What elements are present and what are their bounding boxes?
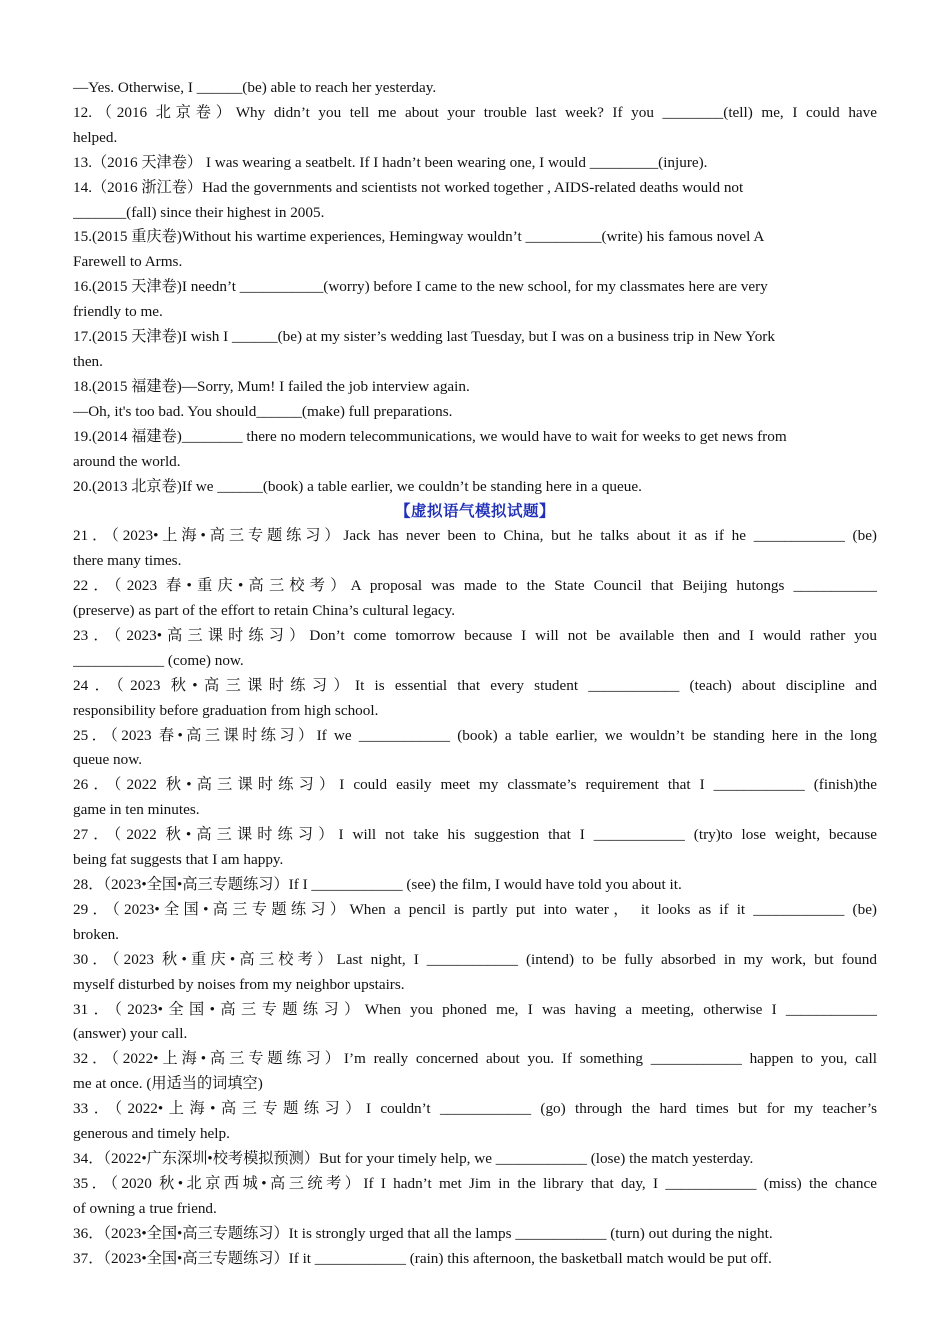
text-line: 12.（2016 北京卷）Why didn’t you tell me about your trouble last week? If you ________(tell) me, I could have [73, 103, 877, 121]
question-line: 25．（2023 春•高三课时练习）If we ____________ (book) a table earlier, we wouldn’t be standing here in the long [73, 726, 877, 744]
question-line: myself disturbed by noises from my neighbor upstairs. [73, 975, 405, 993]
text-line: 15.(2015 重庆卷)Without his wartime experiences, Hemingway wouldn’t __________(write) his famous novel A [73, 228, 765, 246]
text-line: 14.（2016 浙江卷）Had the governments and scientists not worked together , AIDS-related deaths would not [73, 178, 744, 196]
text-line: 19.(2014 福建卷)________ there no modern telecommunications, we would have to wait for weeks to get news from [73, 427, 787, 445]
text-line: —Oh, it's too bad. You should______(make) full preparations. [73, 402, 453, 420]
question-line: 23．（2023•高三课时练习）Don’t come tomorrow because I will not be available then and I would rather you [73, 626, 877, 644]
question-line: 30．（2023 秋•重庆•高三校考）Last night, I ____________ (intend) to be fully absorbed in my work, but found [73, 950, 877, 968]
question-line: 21．（2023•上海•高三专题练习）Jack has never been to China, but he talks about it as if he ____________ (be) [73, 527, 877, 545]
text-line: 16.(2015 天津卷)I needn’t ___________(worry) before I came to the new school, for my classmates here are very [73, 278, 768, 296]
question-line: (preserve) as part of the effort to retain China’s cultural legacy. [73, 602, 456, 620]
text-line: 20.(2013 北京卷)If we ______(book) a table earlier, we couldn’t be standing here in a queue. [73, 477, 642, 495]
question-line: (answer) your call. [73, 1025, 188, 1043]
question-line: 24．（2023 秋•高三课时练习）It is essential that every student ____________ (teach) about discipline and [73, 676, 877, 694]
text-line: Farewell to Arms. [73, 253, 183, 271]
text-line: —Yes. Otherwise, I ______(be) able to reach her yesterday. [73, 79, 437, 96]
text-line: then. [73, 352, 103, 370]
question-line: 37．（2023•全国•高三专题练习）If it ____________ (rain) this afternoon, the basketball match would be put off. [73, 1249, 772, 1267]
text-line: 18.(2015 福建卷)—Sorry, Mum! I failed the job interview again. [73, 377, 470, 395]
question-line: broken. [73, 925, 119, 943]
text-line: _______(fall) since their highest in 2005. [73, 203, 325, 221]
question-line: 34．（2022•广东深圳•校考模拟预测）But for your timely help, we ____________ (lose) the match yesterday. [73, 1149, 754, 1167]
question-line: 31．（2023•全国•高三专题练习）When you phoned me, I was having a meeting, otherwise I ____________ [73, 1000, 877, 1018]
question-line: of owning a true friend. [73, 1199, 217, 1217]
question-line: responsibility before graduation from high school. [73, 701, 379, 719]
question-line: being fat suggests that I am happy. [73, 851, 284, 869]
text-line: helped. [73, 128, 118, 146]
text-line: around the world. [73, 452, 181, 470]
question-line: generous and timely help. [73, 1125, 230, 1143]
document-page [73, 76, 877, 1272]
question-line: me at once. (用适当的词填空) [73, 1075, 263, 1093]
section-heading: 【虚拟语气模拟试题】 [394, 502, 555, 521]
question-line: 22．（2023 春•重庆•高三校考）A proposal was made to the State Council that Beijing hutongs ___________ [73, 577, 877, 595]
question-line: 33．（2022•上海•高三专题练习）I couldn’t ____________ (go) through the hard times but for my teacher’s [73, 1100, 877, 1118]
question-line: 35．（2020 秋•北京西城•高三统考）If I hadn’t met Jim in the library that day, I ____________ (miss) the chance [73, 1174, 877, 1192]
question-line: 26．（2022 秋•高三课时练习）I could easily meet my classmate’s requirement that I ____________ (finish)the [73, 776, 877, 794]
question-line: 27．（2022 秋•高三课时练习）I will not take his suggestion that I ____________ (try)to lose weight, because [73, 826, 877, 844]
question-line: there many times. [73, 552, 182, 570]
question-line: 28．（2023•全国•高三专题练习）If I ____________ (see) the film, I would have told you about it. [73, 876, 682, 893]
question-line: 32．（2022•上海•高三专题练习）I’m really concerned about you. If something ____________ happen to you, call [73, 1050, 877, 1068]
text-line: 13.（2016 天津卷） I was wearing a seatbelt. If I hadn’t been wearing one, I would _________(injure). [73, 153, 708, 171]
text-line: friendly to me. [73, 303, 163, 321]
text-line: 17.(2015 天津卷)I wish I ______(be) at my sister’s wedding last Tuesday, but I was on a business trip in New York [73, 328, 775, 346]
question-line: game in ten minutes. [73, 801, 200, 819]
question-line: 36．（2023•全国•高三专题练习）It is strongly urged that all the lamps ____________ (turn) out during the night. [73, 1224, 773, 1242]
question-line: 29．（2023•全国•高三专题练习）When a pencil is partly put into water， it looks as if it ____________ (be) [73, 900, 877, 918]
question-line: queue now. [73, 751, 143, 769]
question-line: ____________ (come) now. [73, 651, 244, 669]
